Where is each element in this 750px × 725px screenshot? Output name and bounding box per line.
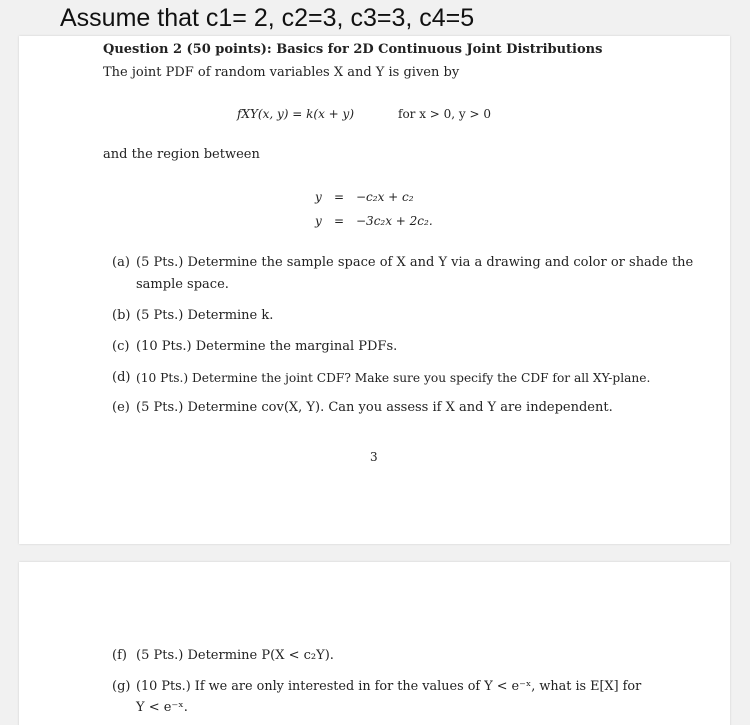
equation-1-rhs: −c₂x + c₂ [356, 190, 414, 204]
part-b-label: (b) [112, 308, 131, 323]
part-c-text: (10 Pts.) Determine the marginal PDFs. [136, 339, 398, 354]
equation-1-op: = [334, 190, 345, 204]
intro-text: The joint PDF of random variables X and Y is given by [103, 65, 460, 80]
document-page-2 [19, 562, 730, 725]
part-c-label: (c) [112, 339, 130, 354]
document-page-1 [19, 36, 730, 544]
part-b-text: (5 Pts.) Determine k. [136, 308, 274, 323]
page-number: 3 [370, 450, 378, 464]
part-e-text: (5 Pts.) Determine cov(X, Y). Can you assess if X and Y are independent. [136, 400, 613, 415]
pdf-condition: for x > 0, y > 0 [398, 107, 492, 121]
part-d-text: (10 Pts.) Determine the joint CDF? Make sure you specify the CDF for all XY-plane. [136, 371, 651, 385]
equation-1-lhs: y [315, 190, 322, 204]
part-g-label: (g) [112, 679, 131, 694]
pdf-formula: fXY(x, y) = k(x + y) [237, 107, 354, 121]
equation-2-lhs: y [315, 214, 322, 228]
equation-2-op: = [334, 214, 345, 228]
question-header-title: Assume that c1= 2, c2=3, c3=3, c4=5 [60, 4, 475, 32]
part-a-continuation: sample space. [136, 277, 229, 292]
part-g-continuation: Y < e⁻ˣ. [136, 700, 188, 715]
part-a-text: (5 Pts.) Determine the sample space of X and Y via a drawing and color or shade the [136, 255, 694, 270]
part-g-text: (10 Pts.) If we are only interested in for the values of Y < e⁻ˣ, what is E[X] for [136, 679, 642, 694]
part-d-label: (d) [112, 370, 131, 385]
part-e-label: (e) [112, 400, 130, 415]
equation-2-rhs: −3c₂x + 2c₂. [356, 214, 433, 228]
part-f-text: (5 Pts.) Determine P(X < c₂Y). [136, 648, 334, 663]
question-title: Question 2 (50 points): Basics for 2D Continuous Joint Distributions [103, 42, 603, 57]
part-f-label: (f) [112, 648, 127, 663]
region-text: and the region between [103, 147, 260, 162]
part-a-label: (a) [112, 255, 130, 270]
